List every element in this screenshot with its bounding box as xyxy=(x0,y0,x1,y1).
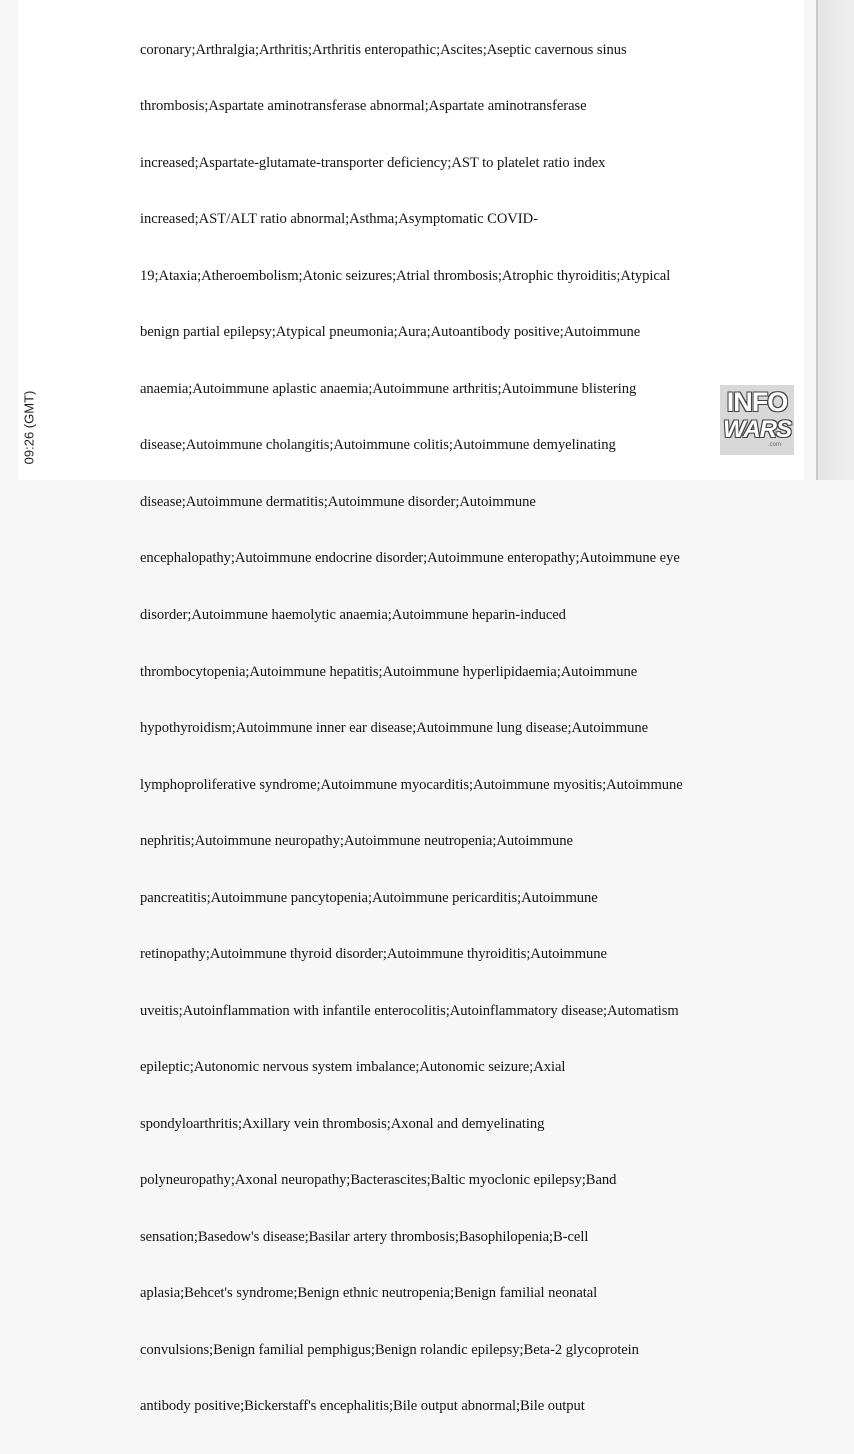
infowars-logo xyxy=(720,385,794,455)
document-text xyxy=(140,3,770,1454)
text-line: thrombocytopenia;Autoimmune hepatitis;Autoimmune hyperlipidaemia;Autoimmune xyxy=(140,663,638,680)
text-line: epileptic;Autonomic nervous system imbalance;Autonomic seizure;Axial xyxy=(140,1059,566,1076)
text-line: retinopathy;Autoimmune thyroid disorder;Autoimmune thyroiditis;Autoimmune xyxy=(140,946,607,963)
right-margin xyxy=(816,0,854,480)
text-line: polyneuropathy;Axonal neuropathy;Bacterascites;Baltic myoclonic epilepsy;Band xyxy=(140,1172,617,1189)
text-line: lymphoproliferative syndrome;Autoimmune myocarditis;Autoimmune myositis;Autoimmune xyxy=(140,776,683,793)
text-line: disease;Autoimmune dermatitis;Autoimmune disorder;Autoimmune xyxy=(140,493,536,510)
text-line: encephalopathy;Autoimmune endocrine disorder;Autoimmune enteropathy;Autoimmune eye xyxy=(140,550,680,567)
text-line: benign partial epilepsy;Atypical pneumonia;Aura;Autoantibody positive;Autoimmune xyxy=(140,324,641,341)
text-line: increased;AST/ALT ratio abnormal;Asthma;Asymptomatic COVID- xyxy=(140,211,538,228)
text-line: coronary;Arthralgia;Arthritis;Arthritis enteropathic;Ascites;Aseptic cavernous sinus xyxy=(140,41,627,58)
text-line: thrombosis;Aspartate aminotransferase abnormal;Aspartate aminotransferase xyxy=(140,98,587,115)
text-line: increased;Aspartate-glutamate-transporter deficiency;AST to platelet ratio index xyxy=(140,154,606,171)
text-line: sensation;Basedow's disease;Basilar artery thrombosis;Basophilopenia;B-cell xyxy=(140,1228,589,1245)
text-line: anaemia;Autoimmune aplastic anaemia;Autoimmune arthritis;Autoimmune blistering xyxy=(140,380,637,397)
text-line: aplasia;Behcet's syndrome;Benign ethnic neutropenia;Benign familial neonatal xyxy=(140,1285,598,1302)
logo-text-sub: .com xyxy=(768,442,782,448)
text-line: disorder;Autoimmune haemolytic anaemia;Autoimmune heparin-induced xyxy=(140,607,566,623)
text-line: uveitis;Autoinflammation with infantile enterocolitis;Autoinflammatory disease;Automatism xyxy=(140,1002,679,1019)
text-line: pancreatitis;Autoimmune pancytopenia;Autoimmune pericarditis;Autoimmune xyxy=(140,889,598,906)
logo-text-bottom: WARS xyxy=(723,416,791,443)
page-edge xyxy=(816,0,818,480)
document-page xyxy=(18,0,804,1415)
logo-text-top: INFO xyxy=(726,387,788,417)
text-line: disease;Autoimmune cholangitis;Autoimmune colitis;Autoimmune demyelinating xyxy=(140,437,616,454)
text-line: hypothyroidism;Autoimmune inner ear disease;Autoimmune lung disease;Autoimmune xyxy=(140,720,649,737)
text-line: spondyloarthritis;Axillary vein thrombosis;Axonal and demyelinating xyxy=(140,1115,545,1132)
timestamp-overlay: 09:26 (GMT) xyxy=(21,390,37,465)
text-line: nephritis;Autoimmune neuropathy;Autoimmune neutropenia;Autoimmune xyxy=(140,833,573,850)
text-line: antibody positive;Bickerstaff's encephalitis;Bile output abnormal;Bile output xyxy=(140,1398,585,1415)
text-line: 19;Ataxia;Atheroembolism;Atonic seizures;Atrial thrombosis;Atrophic thyroiditis;Atypical xyxy=(140,267,671,284)
text-line: convulsions;Benign familial pemphigus;Benign rolandic epilepsy;Beta-2 glycoprotein xyxy=(140,1341,639,1358)
